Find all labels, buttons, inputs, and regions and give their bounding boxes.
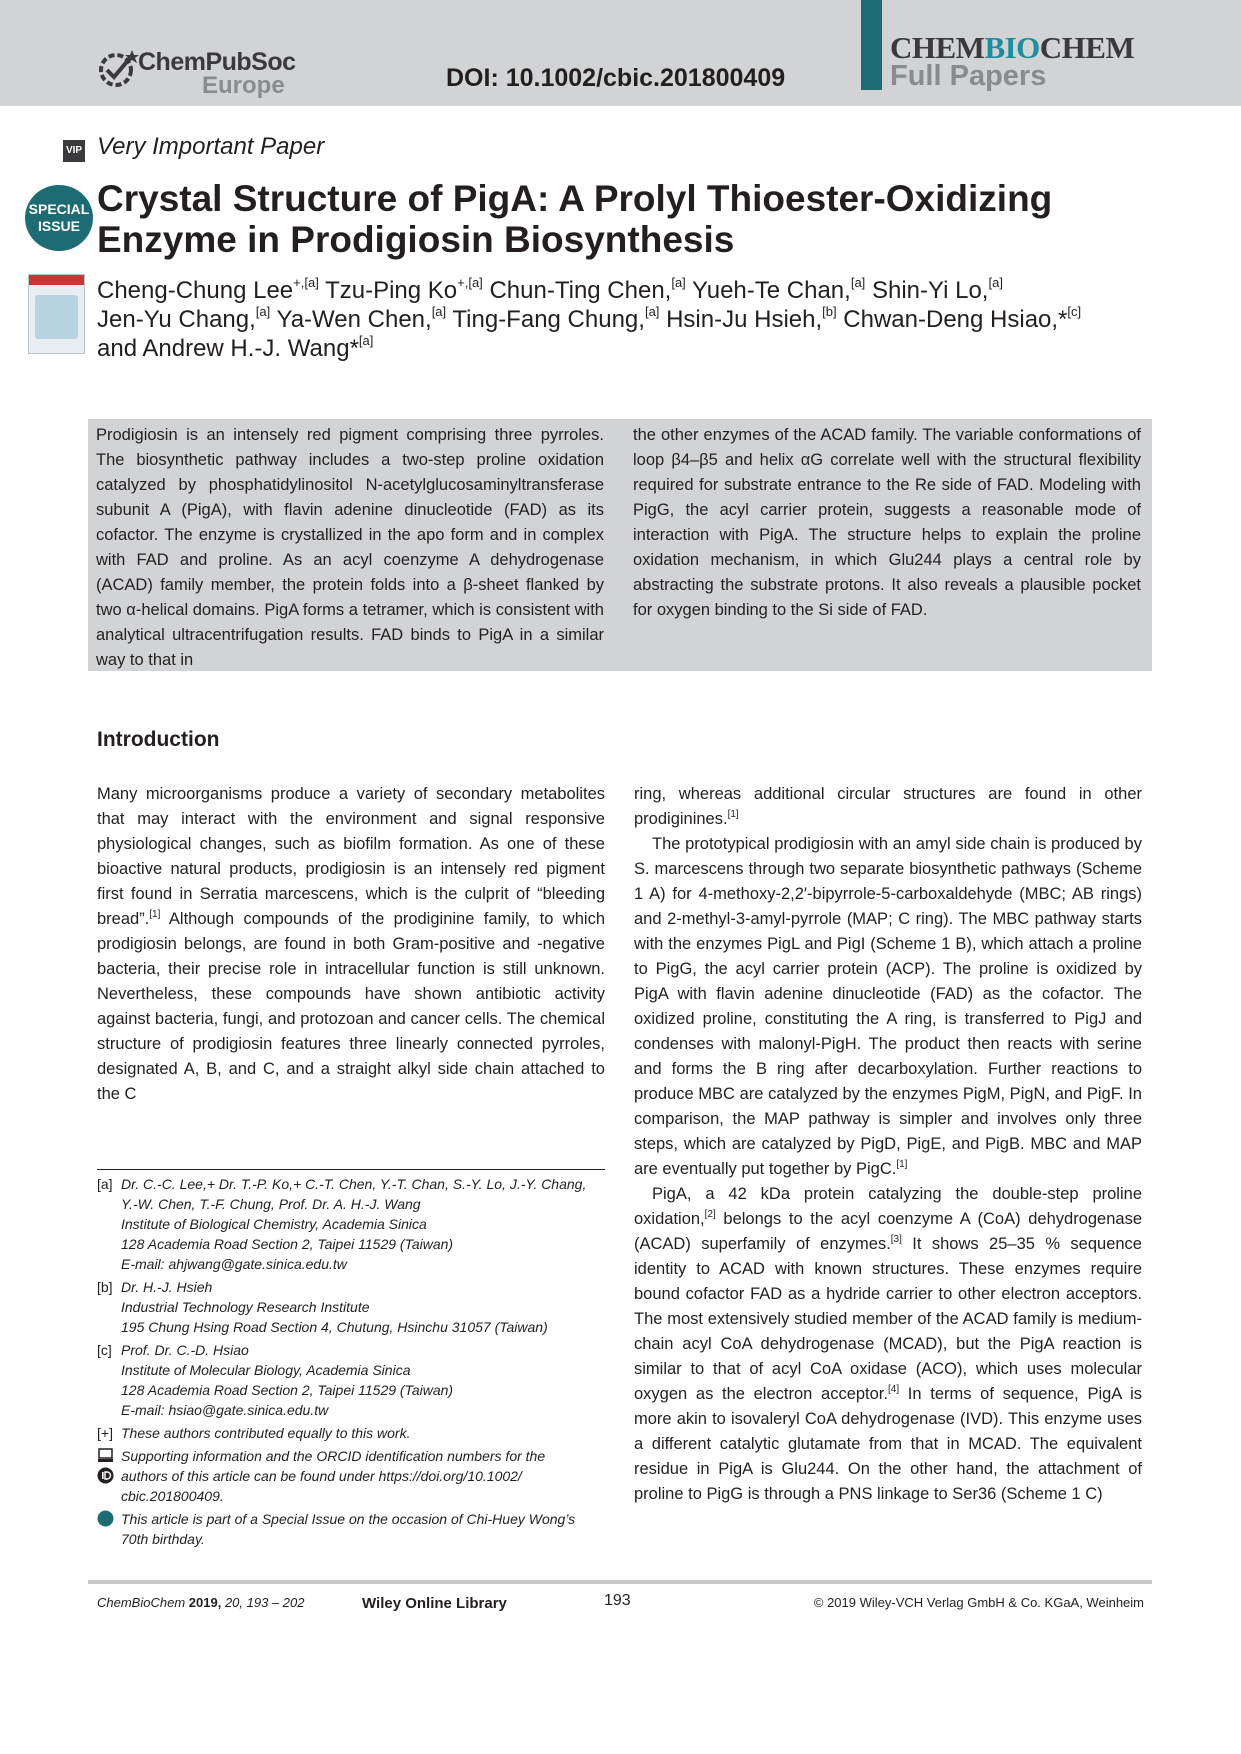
- author-affiliation-marker: +,[a]: [293, 275, 319, 290]
- journal-header: [0, 0, 1241, 106]
- author-affiliation-marker: [a]: [255, 304, 271, 319]
- doi-link[interactable]: DOI: 10.1002/cbic.201800409: [446, 64, 786, 92]
- author-affiliation-marker: [a]: [431, 304, 447, 319]
- paragraph: PigA, a 42 kDa protein catalyzing the double-step proline oxidation,[2] belongs to the acyl coenzyme A (CoA) dehydrogenase (ACAD) superfamily of enzymes.[3] It shows 25–35 % sequence identity to ACAD with known structures. These enzymes require bound cofactor FAD as a hydride carrier to other electron acceptors. The most extensively studied member of the ACAD family is medium-chain acyl CoA dehydrogenase (MCAD), but the PigA reaction is similar to that of acyl CoA oxidase (ACO), which uses molecular oxygen as the electron acceptor.[4] In terms of sequence, PigA is more akin to isovaleryl CoA dehydrogenase (IVD). This enzyme uses a different catalytic glutamate from that in MCAD. The equivalent residue in PigA is Glu244. On the other hand, the attachment of proline to PigG is through a PNS linkage to Ser36 (Scheme 1 C): [634, 1185, 1142, 1503]
- publisher-region: Europe: [202, 72, 285, 99]
- author-name: Jen-Yu Chang,: [97, 306, 256, 333]
- author-affiliation-marker: [a]: [988, 275, 1003, 290]
- footnote: [a] Dr. C.-C. Lee,+ Dr. T.-P. Ko,+ C.-T. Chen, Y.-T. Chan, S.-Y. Lo, J.-Y. Chang, Y.-W. Chen, T.-F. Chung, Prof. Dr. A. H.-J. Wang Institute of Biological Chemistry, Academia Sinica 128 Academia Road Section 2, Taipei 11529 (Taiwan) E-mail: ahjwang@gate.sinica.edu.tw: [97, 1176, 587, 1272]
- accent-bar: [861, 0, 882, 90]
- citation: ChemBioChem 2019, 20, 193 – 202: [97, 1595, 305, 1610]
- special-issue-badge: SPECIAL ISSUE: [25, 185, 93, 251]
- paragraph: Many microorganisms produce a variety of secondary metabolites that may interact with the environment and signal responsive physiological changes, such as biofilm formation. As one of these bioactive natural products, prodigiosin is an intensely red pigment first found in Serratia marcescens, which is the culprit of “bleeding bread”.[1] Although compounds of the prodiginine family, to which prodigiosin belongs, are found in both Gram-positive and -negative bacteria, their precise role in intracellular function is still unknown. Nevertheless, these compounds have shown antibiotic activity against bacteria, fungi, and protozoan and cancer cells. The chemical structure of prodigiosin features three linearly connected pyrroles, designated A, B, and C, and a straight alkyl side chain attached to the C: [97, 785, 605, 1103]
- body-right-column: [634, 782, 1142, 1507]
- special-issue-icon: [97, 1510, 114, 1527]
- section-heading: Introduction: [97, 728, 220, 751]
- footnote: Supporting information and the ORCID identification numbers for the authors of this article can be found under https://doi.org/10.1002/ cbic.201800409.: [97, 1446, 617, 1506]
- paragraph: The prototypical prodigiosin with an amyl side chain is produced by S. marcescens through two separate biosynthetic pathways (Scheme 1 A) for 4-methoxy-2,2′-bipyrrole-5-carboxaldehyde (MBC; AB rings) and 2-methyl-3-amyl-pyrrole (MAP; C ring). The MBC pathway starts with the enzymes PigL and PigI (Scheme 1 B), which attach a proline to PigG, the acyl carrier protein (ACP). The proline is oxidized by PigA with flavin adenine dinucleotide (FAD) as the cofactor. The oxidized proline, constituting the A ring, is transferred to PigJ and condenses with malonyl-PigH. The product then reacts with serine and forms the B ring after decarboxylation. Further reactions to produce MBC are catalyzed by the enzymes PigM, PigN, and PigF. In comparison, the MAP pathway is simpler and involves only three steps, which are catalyzed by PigD, PigE, and PigB. MBC and MAP are eventually put together by PigC.[1]: [634, 835, 1142, 1178]
- footnote: [c] Prof. Dr. C.-D. Hsiao Institute of Molecular Biology, Academia Sinica 128 Academia Road Section 2, Taipei 11529 (Taiwan) E-mail: hsiao@gate.sinica.edu.tw: [97, 1342, 454, 1418]
- author-affiliation-marker: [a]: [671, 275, 686, 290]
- page-number: 193: [604, 1592, 631, 1609]
- author-name: Shin-Yi Lo,: [871, 277, 989, 304]
- journal-name: CHEMBIOCHEM: [890, 30, 1135, 65]
- abstract-right-column: the other enzymes of the ACAD family. The variable conformations of loop β4–β5 and helix αG correlate well with the structural flexibility required for substrate entrance to the Re side of FAD. Modeling with PigG, the acyl carrier protein, suggests a reasonable mode of interaction with PigA. The structure helps to explain the proline oxidation mechanism, in which Glu244 plays a central role by abstracting the substrate protons. It also reveals a plausible pocket for oxygen binding to the Si side of FAD.: [633, 426, 1141, 619]
- author-name: Chun-Ting Chen,: [489, 277, 672, 304]
- abstract-left-column: Prodigiosin is an intensely red pigment comprising three pyrroles. The biosynthetic pathway includes a two-step proline oxidation catalyzed by phosphatidylinositol N-acetylglucosaminyltransferase subunit A (PigA), with flavin adenine dinucleotide (FAD) as its cofactor. The enzyme is crystallized in the apo form and in complex with FAD and proline. As an acyl coenzyme A dehydrogenase (ACAD) family member, the protein folds into a β-sheet flanked by two α-helical domains. PigA forms a tetramer, which is consistent with analytical ultracentrifugation results. FAD binds to PigA in a similar way to that in: [96, 426, 604, 669]
- journal-cover-thumbnail[interactable]: [28, 274, 85, 354]
- author-name: Chwan-Deng Hsiao,*: [843, 306, 1068, 333]
- vip-badge: VIP: [63, 140, 85, 162]
- author-affiliation-marker: +,[a]: [457, 275, 483, 290]
- author-affiliation-marker: [a]: [850, 275, 866, 290]
- article-title: Crystal Structure of PigA: A Prolyl Thioester-Oxidizing Enzyme in Prodigiosin Biosynthesis: [97, 178, 1053, 260]
- author-name: and Andrew H.-J. Wang*: [97, 335, 359, 362]
- chempubsoc-logo-icon: [96, 46, 140, 90]
- body-left-column: [97, 782, 605, 1107]
- author-list: [97, 276, 1137, 363]
- author-name: Yueh-Te Chan,: [692, 277, 851, 304]
- footer-divider: [88, 1580, 1152, 1584]
- author-name: Ya-Wen Chen,: [276, 306, 432, 333]
- copyright: © 2019 Wiley-VCH Verlag GmbH & Co. KGaA, Weinheim: [813, 1595, 1144, 1610]
- publisher-logo: [96, 46, 296, 99]
- footnote: This article is part of a Special Issue on the occasion of Chi-Huey Wong’s 70th birthday.: [97, 1509, 617, 1549]
- footnotes: [97, 1174, 617, 1552]
- author-affiliation-marker: [a]: [358, 333, 374, 348]
- publisher-name: ChemPubSoc: [138, 48, 296, 76]
- footnote-divider: [97, 1169, 605, 1170]
- footnote: [+] These authors contributed equally to this work.: [97, 1425, 411, 1441]
- author-affiliation-marker: [b]: [822, 304, 837, 319]
- author-affiliation-marker: [c]: [1067, 304, 1082, 319]
- computer-icon: [97, 1447, 114, 1464]
- footnote: [b] Dr. H.-J. Hsieh Industrial Technology Research Institute 195 Chung Hsing Road Section 4, Chutung, Hsinchu 31057 (Taiwan): [97, 1279, 548, 1335]
- author-name: Ting-Fang Chung,: [452, 306, 645, 333]
- vip-label: Very Important Paper: [97, 133, 325, 160]
- author-name: Tzu-Ping Ko: [325, 277, 458, 304]
- wiley-online-library-link[interactable]: Wiley Online Library: [362, 1595, 507, 1612]
- author-name: Hsin-Ju Hsieh,: [666, 306, 823, 333]
- author-name: Cheng-Chung Lee: [97, 277, 294, 304]
- article-type: Full Papers: [890, 60, 1047, 92]
- orcid-icon: [97, 1467, 114, 1484]
- abstract-box: [88, 419, 1152, 671]
- author-affiliation-marker: [a]: [644, 304, 660, 319]
- paragraph: ring, whereas additional circular structures are found in other prodiginines.[1]: [634, 785, 1142, 828]
